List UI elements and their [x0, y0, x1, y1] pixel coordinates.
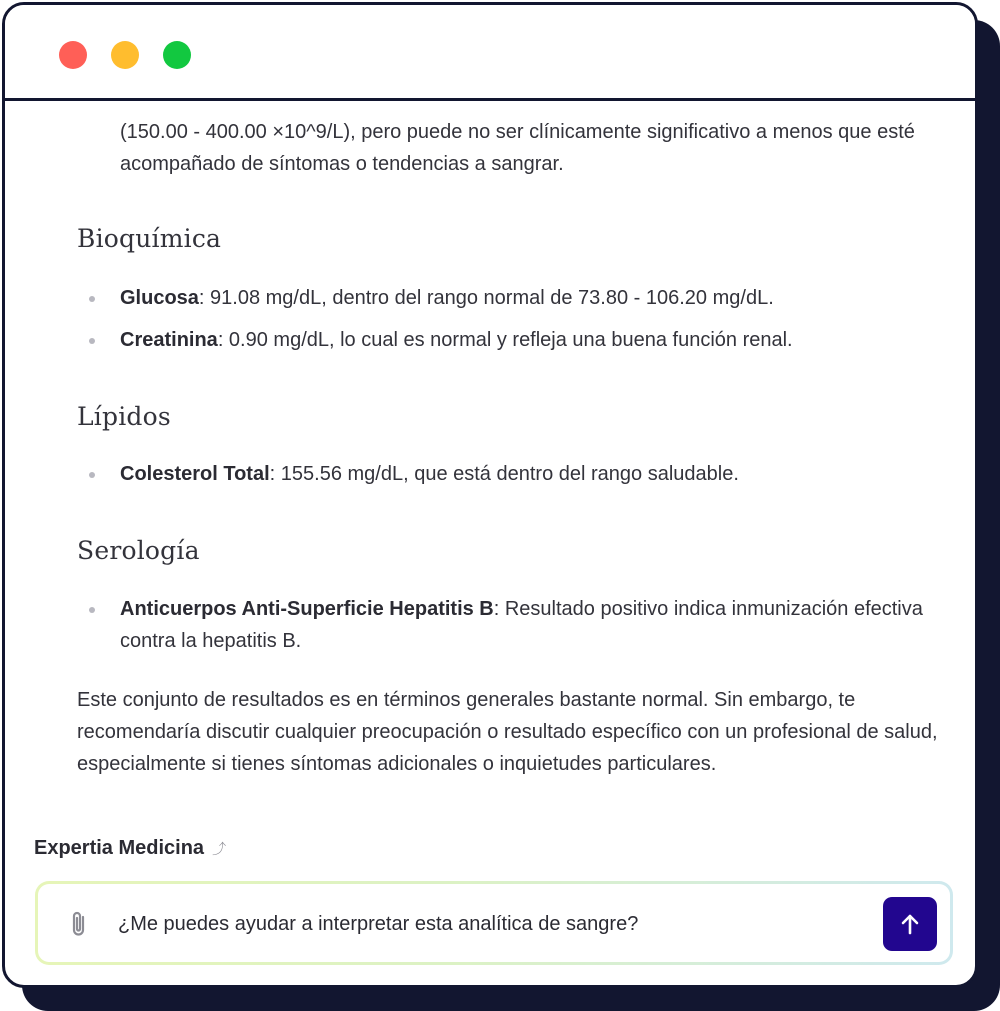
serologia-list	[89, 593, 949, 657]
model-selector[interactable]	[34, 837, 226, 860]
chat-message-area[interactable]	[5, 104, 975, 824]
close-window-button[interactable]	[59, 41, 87, 69]
list-item	[89, 593, 949, 657]
list-item	[89, 458, 949, 490]
item-text: : Resultado positivo indica inmunización efectiva contra la hepatitis B.	[120, 598, 923, 652]
app-window	[2, 2, 978, 988]
minimize-window-button[interactable]	[111, 41, 139, 69]
message-input[interactable]	[118, 906, 818, 942]
zoom-window-button[interactable]	[163, 41, 191, 69]
item-text: : 0.90 mg/dL, lo cual es normal y refleja una buena función renal.	[217, 329, 793, 351]
section-title-serologia: Serología	[77, 536, 200, 565]
bioquimica-list	[89, 282, 949, 356]
message-continuation-text: (150.00 - 400.00 ×10^9/L), pero puede no ser clínicamente significativo a menos que esté acompañado de síntomas o tendencias a sangrar.	[120, 121, 915, 175]
arrow-up-icon	[899, 912, 921, 936]
item-term: Anticuerpos Anti-Superficie Hepatitis B	[120, 598, 494, 620]
composer	[35, 881, 953, 965]
bullet-icon	[89, 607, 95, 613]
model-name: Expertia Medicina	[34, 837, 205, 859]
bullet-icon	[89, 472, 95, 478]
list-item	[89, 324, 949, 356]
list-item	[89, 282, 949, 314]
item-text: : 91.08 mg/dL, dentro del rango normal de 73.80 - 106.20 mg/dL.	[198, 287, 774, 309]
composer-inner	[38, 884, 950, 962]
item-term: Colesterol Total	[120, 463, 270, 485]
send-button[interactable]	[883, 897, 937, 951]
bullet-icon	[89, 296, 95, 302]
item-term: Glucosa	[120, 287, 199, 309]
section-title-lipidos: Lípidos	[77, 402, 171, 431]
section-title-bioquimica: Bioquímica	[77, 224, 222, 253]
share-arrow-icon: ⤴	[212, 840, 227, 857]
bullet-icon	[89, 338, 95, 344]
item-term: Creatinina	[120, 329, 218, 351]
summary-paragraph: Este conjunto de resultados es en términos generales bastante normal. Sin embargo, te recomendaría discutir cualquier preocupación o resultado específico con un profesional de salud, especialmente si tienes síntomas adicionales o inquietudes particulares.	[77, 689, 938, 775]
paperclip-icon[interactable]	[68, 909, 90, 939]
item-text: : 155.56 mg/dL, que está dentro del rango saludable.	[269, 463, 739, 485]
lipidos-list	[89, 458, 949, 490]
title-bar	[5, 5, 975, 101]
